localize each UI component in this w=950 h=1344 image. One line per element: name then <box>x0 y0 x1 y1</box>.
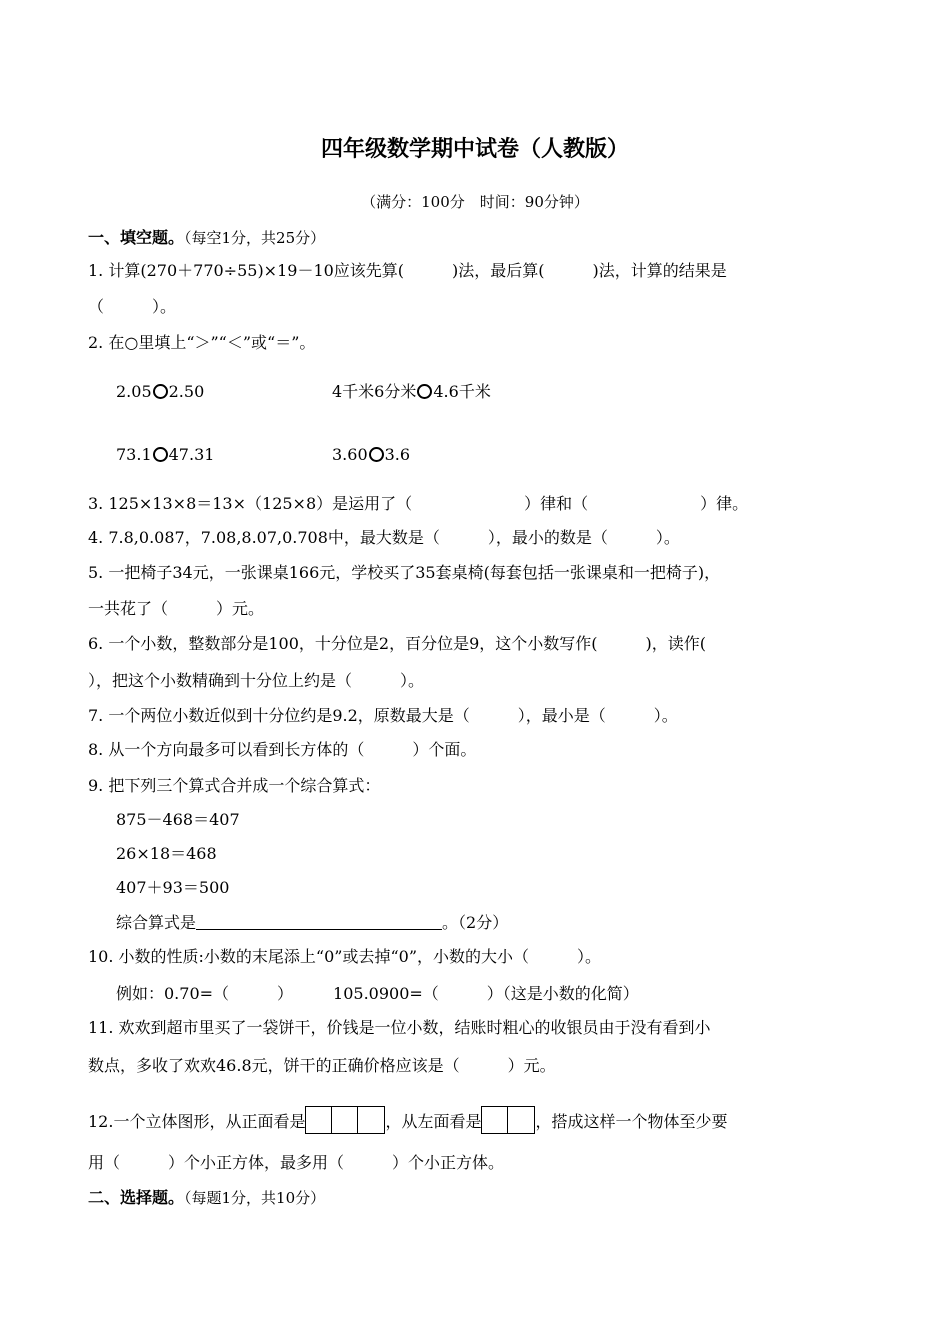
q2-stem: 2. 在○里填上“＞”“＜”或“＝”。 <box>88 333 316 352</box>
q12-part2: ，从左面看是 <box>385 1112 482 1131</box>
q2-c2-right: 4.6千米 <box>433 382 491 401</box>
answer-blank-line[interactable] <box>196 913 442 930</box>
q8: 8. 从一个方向最多可以看到长方体的（ ）个面。 <box>88 740 477 759</box>
q10-line2: 例如：0.70=（ ） 105.0900=（ ）（这是小数的化简） <box>116 984 639 1003</box>
q9-answer-label: 综合算式是 <box>116 913 197 932</box>
q10-line1: 10. 小数的性质:小数的末尾添上“0”或去掉“0”，小数的大小（ ）。 <box>88 947 602 966</box>
exam-title: 四年级数学期中试卷（人教版） <box>320 137 629 162</box>
section2-header <box>88 1188 325 1208</box>
q2-compare-1 <box>116 382 204 402</box>
section2-heading: 二、选择题。 <box>88 1188 185 1207</box>
q2-c4-left: 3.60 <box>332 445 368 464</box>
q7: 7. 一个两位小数近似到十分位约是9.2，原数最大是（ ），最小是（ ）。 <box>88 706 678 725</box>
left-view-squares-icon <box>481 1106 535 1134</box>
q2-compare-2 <box>332 382 491 402</box>
q2-c3-left: 73.1 <box>116 445 152 464</box>
q9-eq2: 26×18＝468 <box>116 844 217 863</box>
q2-compare-4 <box>332 445 410 465</box>
front-view-squares-icon <box>305 1106 385 1134</box>
q4: 4. 7.8,0.087，7.08,8.07,0.708中，最大数是（ ），最小的数是（ ）。 <box>88 528 680 547</box>
q2-c1-right: 2.50 <box>168 382 205 401</box>
q2-c1-left: 2.05 <box>116 382 152 401</box>
q12-part3: ，搭成这样一个物体至少要 <box>535 1112 728 1131</box>
compare-circle-icon[interactable] <box>369 447 384 462</box>
q2-compare-3 <box>116 445 214 465</box>
q12-line2: 用（ ）个小正方体，最多用（ ）个小正方体。 <box>88 1153 505 1172</box>
q5-line2: 一共花了（ ）元。 <box>88 599 265 618</box>
q9-stem: 9. 把下列三个算式合并成一个综合算式： <box>88 776 381 795</box>
q11-line1: 11. 欢欢到超市里买了一袋饼干，价钱是一位小数，结账时粗心的收银员由于没有看到小 <box>88 1018 711 1037</box>
compare-circle-icon[interactable] <box>153 384 168 399</box>
section2-note: （每题1分，共10分） <box>184 1189 326 1207</box>
section1-note: （每空1分，共25分） <box>184 229 326 247</box>
q3: 3. 125×13×8＝13×（125×8）是运用了（ ）律和（ ）律。 <box>88 494 749 513</box>
q1-line2: （ ）。 <box>88 297 177 316</box>
exam-subtitle: （满分：100分 时间：90分钟） <box>361 193 589 211</box>
q9-eq1: 875－468＝407 <box>116 810 240 829</box>
section1-header <box>88 228 325 248</box>
q9-answer <box>116 913 508 933</box>
q2-c4-right: 3.6 <box>384 445 411 464</box>
q1-line1: 1. 计算(270＋770÷55)×19－10应该先算( )法，最后算( )法，计算的结果是 <box>88 261 727 280</box>
q12-part1: 12.一个立体图形，从正面看是 <box>88 1112 306 1131</box>
q6-line2: ），把这个小数精确到十分位上约是（ ）。 <box>88 671 425 690</box>
q9-answer-suffix: 。（2分） <box>442 913 509 932</box>
q9-eq3: 407＋93＝500 <box>116 878 230 897</box>
compare-circle-icon[interactable] <box>153 447 168 462</box>
q12-line1 <box>88 1106 727 1134</box>
q6-line1: 6. 一个小数，整数部分是100，十分位是2，百分位是9，这个小数写作( )，读作( <box>88 634 706 653</box>
q11-line2: 数点，多收了欢欢46.8元，饼干的正确价格应该是（ ）元。 <box>88 1056 556 1075</box>
q5-line1: 5. 一把椅子34元，一张课桌166元，学校买了35套桌椅(每套包括一张课桌和一把椅子)， <box>88 563 721 582</box>
q2-c2-left: 4千米6分米 <box>332 382 417 401</box>
section1-heading: 一、填空题。 <box>88 228 185 247</box>
q2-c3-right: 47.31 <box>168 445 215 464</box>
compare-circle-icon[interactable] <box>417 384 432 399</box>
